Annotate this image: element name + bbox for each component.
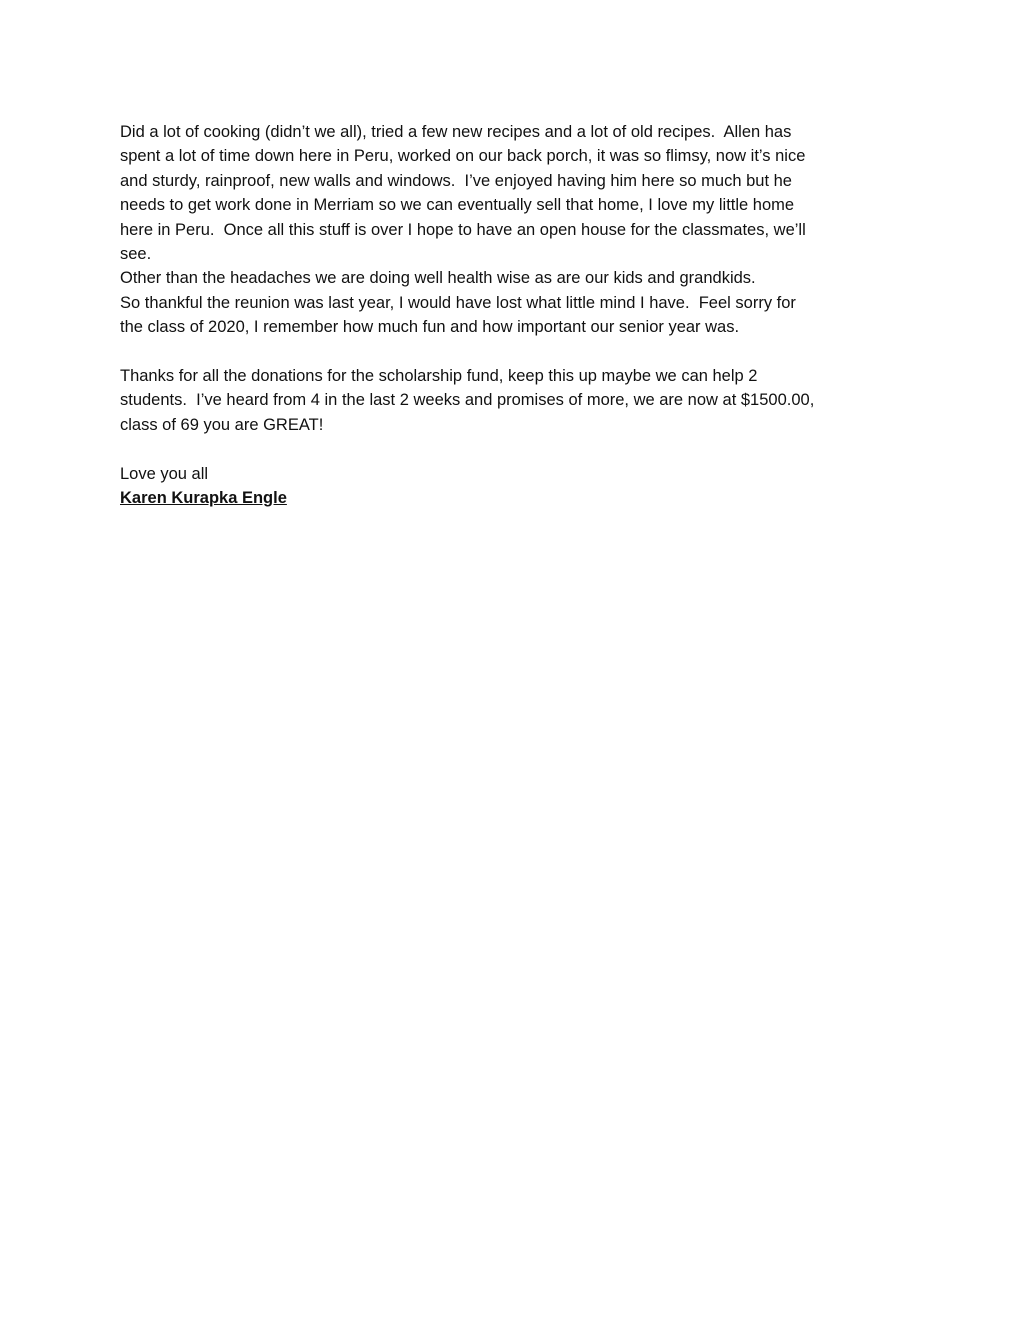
text-line: So thankful the reunion was last year, I would have lost what little mind I have. Feel sorry for — [120, 293, 796, 312]
text-line: the class of 2020, I remember how much fun and how important our senior year was. — [120, 318, 740, 337]
signature: Karen Kurapka Engle — [120, 489, 287, 508]
text-line: needs to get work done in Merriam so we can eventually sell that home, I love my little home — [120, 196, 795, 215]
text-line: Did a lot of cooking (didn’t we all), tried a few new recipes and a lot of old recipes. Allen has — [120, 123, 792, 141]
paragraph-spacer — [120, 437, 910, 461]
text-line: Other than the headaches we are doing well health wise as are our kids and grandkids. — [120, 269, 756, 288]
letter-body — [120, 120, 910, 510]
paragraph-spacer — [120, 340, 910, 364]
text-line: class of 69 you are GREAT! — [120, 415, 324, 434]
text-line: here in Peru. Once all this stuff is over I hope to have an open house for the classmates, we’ll — [120, 220, 806, 239]
paragraph-1 — [120, 120, 910, 340]
text-line: and sturdy, rainproof, new walls and windows. I’ve enjoyed having him here so much but he — [120, 171, 792, 190]
text-line: Thanks for all the donations for the scholarship fund, keep this up maybe we can help 2 — [120, 367, 758, 386]
text-line: students. I’ve heard from 4 in the last 2 weeks and promises of more, we are now at $1500.00, — [120, 391, 815, 410]
paragraph-2 — [120, 364, 910, 437]
text-line: spent a lot of time down here in Peru, worked on our back porch, it was so flimsy, now it’s nice — [120, 147, 806, 166]
closing-line: Love you all — [120, 464, 209, 483]
text-line: see. — [120, 245, 152, 264]
